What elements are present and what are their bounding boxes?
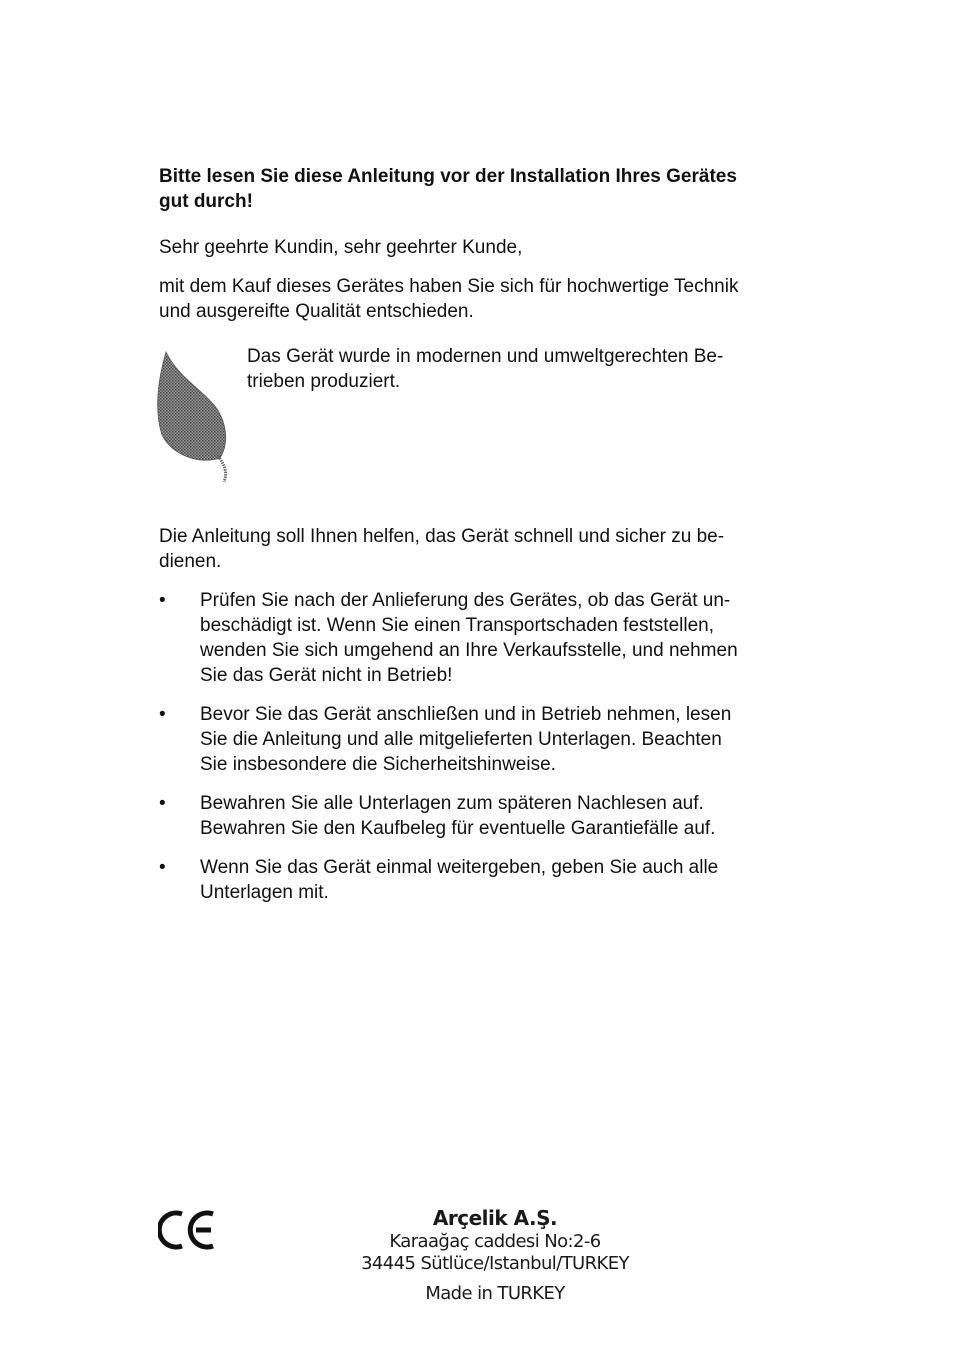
list-item (159, 855, 799, 905)
purpose-line-1: Die Anleitung soll Ihnen helfen, das Gerät schnell und sicher zu be- (159, 526, 725, 547)
list-item-line: Wenn Sie das Gerät einmal weitergeben, geben Sie auch alle (200, 857, 719, 878)
list-item-line: Bewahren Sie den Kaufbeleg für eventuelle Garantiefälle auf. (200, 818, 716, 839)
list-item-line: beschädigt ist. Wenn Sie einen Transportschaden feststellen, (200, 615, 715, 636)
list-item (159, 791, 799, 841)
list-item-line: Sie insbesondere die Sicherheitshinweise. (200, 754, 556, 775)
eco-paragraph (247, 344, 787, 394)
list-item-line: Bevor Sie das Gerät anschließen und in Betrieb nehmen, lesen (200, 704, 732, 725)
eco-line-2: trieben produziert. (247, 371, 401, 392)
instructions-list (159, 588, 799, 919)
list-item-line: wenden Sie sich umgehend an Ihre Verkaufsstelle, und nehmen (200, 640, 738, 661)
purpose-line-2: dienen. (159, 551, 222, 572)
bullet-icon: • (159, 704, 166, 725)
list-item-line: Prüfen Sie nach der Anlieferung des Gerätes, ob das Gerät un- (200, 590, 731, 611)
purpose-paragraph (159, 524, 799, 574)
list-item (159, 588, 799, 688)
list-item-line: Sie das Gerät nicht in Betrieb! (200, 665, 453, 686)
list-item-line: Bewahren Sie alle Unterlagen zum späteren Nachlesen auf. (200, 793, 704, 814)
document-heading (159, 164, 799, 214)
intro-paragraph (159, 274, 799, 324)
address-line-1: Karaağaç caddesi No:2-6 (389, 1231, 601, 1252)
bullet-icon: • (159, 857, 166, 878)
made-in-label: Made in TURKEY (425, 1283, 565, 1304)
intro-line-1: mit dem Kauf dieses Gerätes haben Sie sich für hochwertige Technik (159, 276, 739, 297)
heading-line-1: Bitte lesen Sie diese Anleitung vor der Installation Ihres Gerätes (159, 166, 737, 187)
list-item (159, 702, 799, 777)
leaf-icon (154, 350, 234, 484)
company-name: Arçelik A.Ş. (432, 1206, 558, 1230)
intro-line-2: und ausgereifte Qualität entschieden. (159, 301, 474, 322)
bullet-icon: • (159, 793, 166, 814)
list-item-line: Unterlagen mit. (200, 882, 329, 903)
bullet-icon: • (159, 590, 166, 611)
manufacturer-info (330, 1205, 660, 1305)
ce-mark-icon (158, 1208, 218, 1252)
list-item-line: Sie die Anleitung und alle mitgelieferten Unterlagen. Beachten (200, 729, 722, 750)
eco-line-1: Das Gerät wurde in modernen und umweltgerechten Be- (247, 346, 724, 367)
heading-line-2: gut durch! (159, 191, 253, 212)
greeting: Sehr geehrte Kundin, sehr geehrter Kunde, (159, 237, 523, 258)
address-line-2: 34445 Sütlüce/Istanbul/TURKEY (361, 1253, 629, 1274)
